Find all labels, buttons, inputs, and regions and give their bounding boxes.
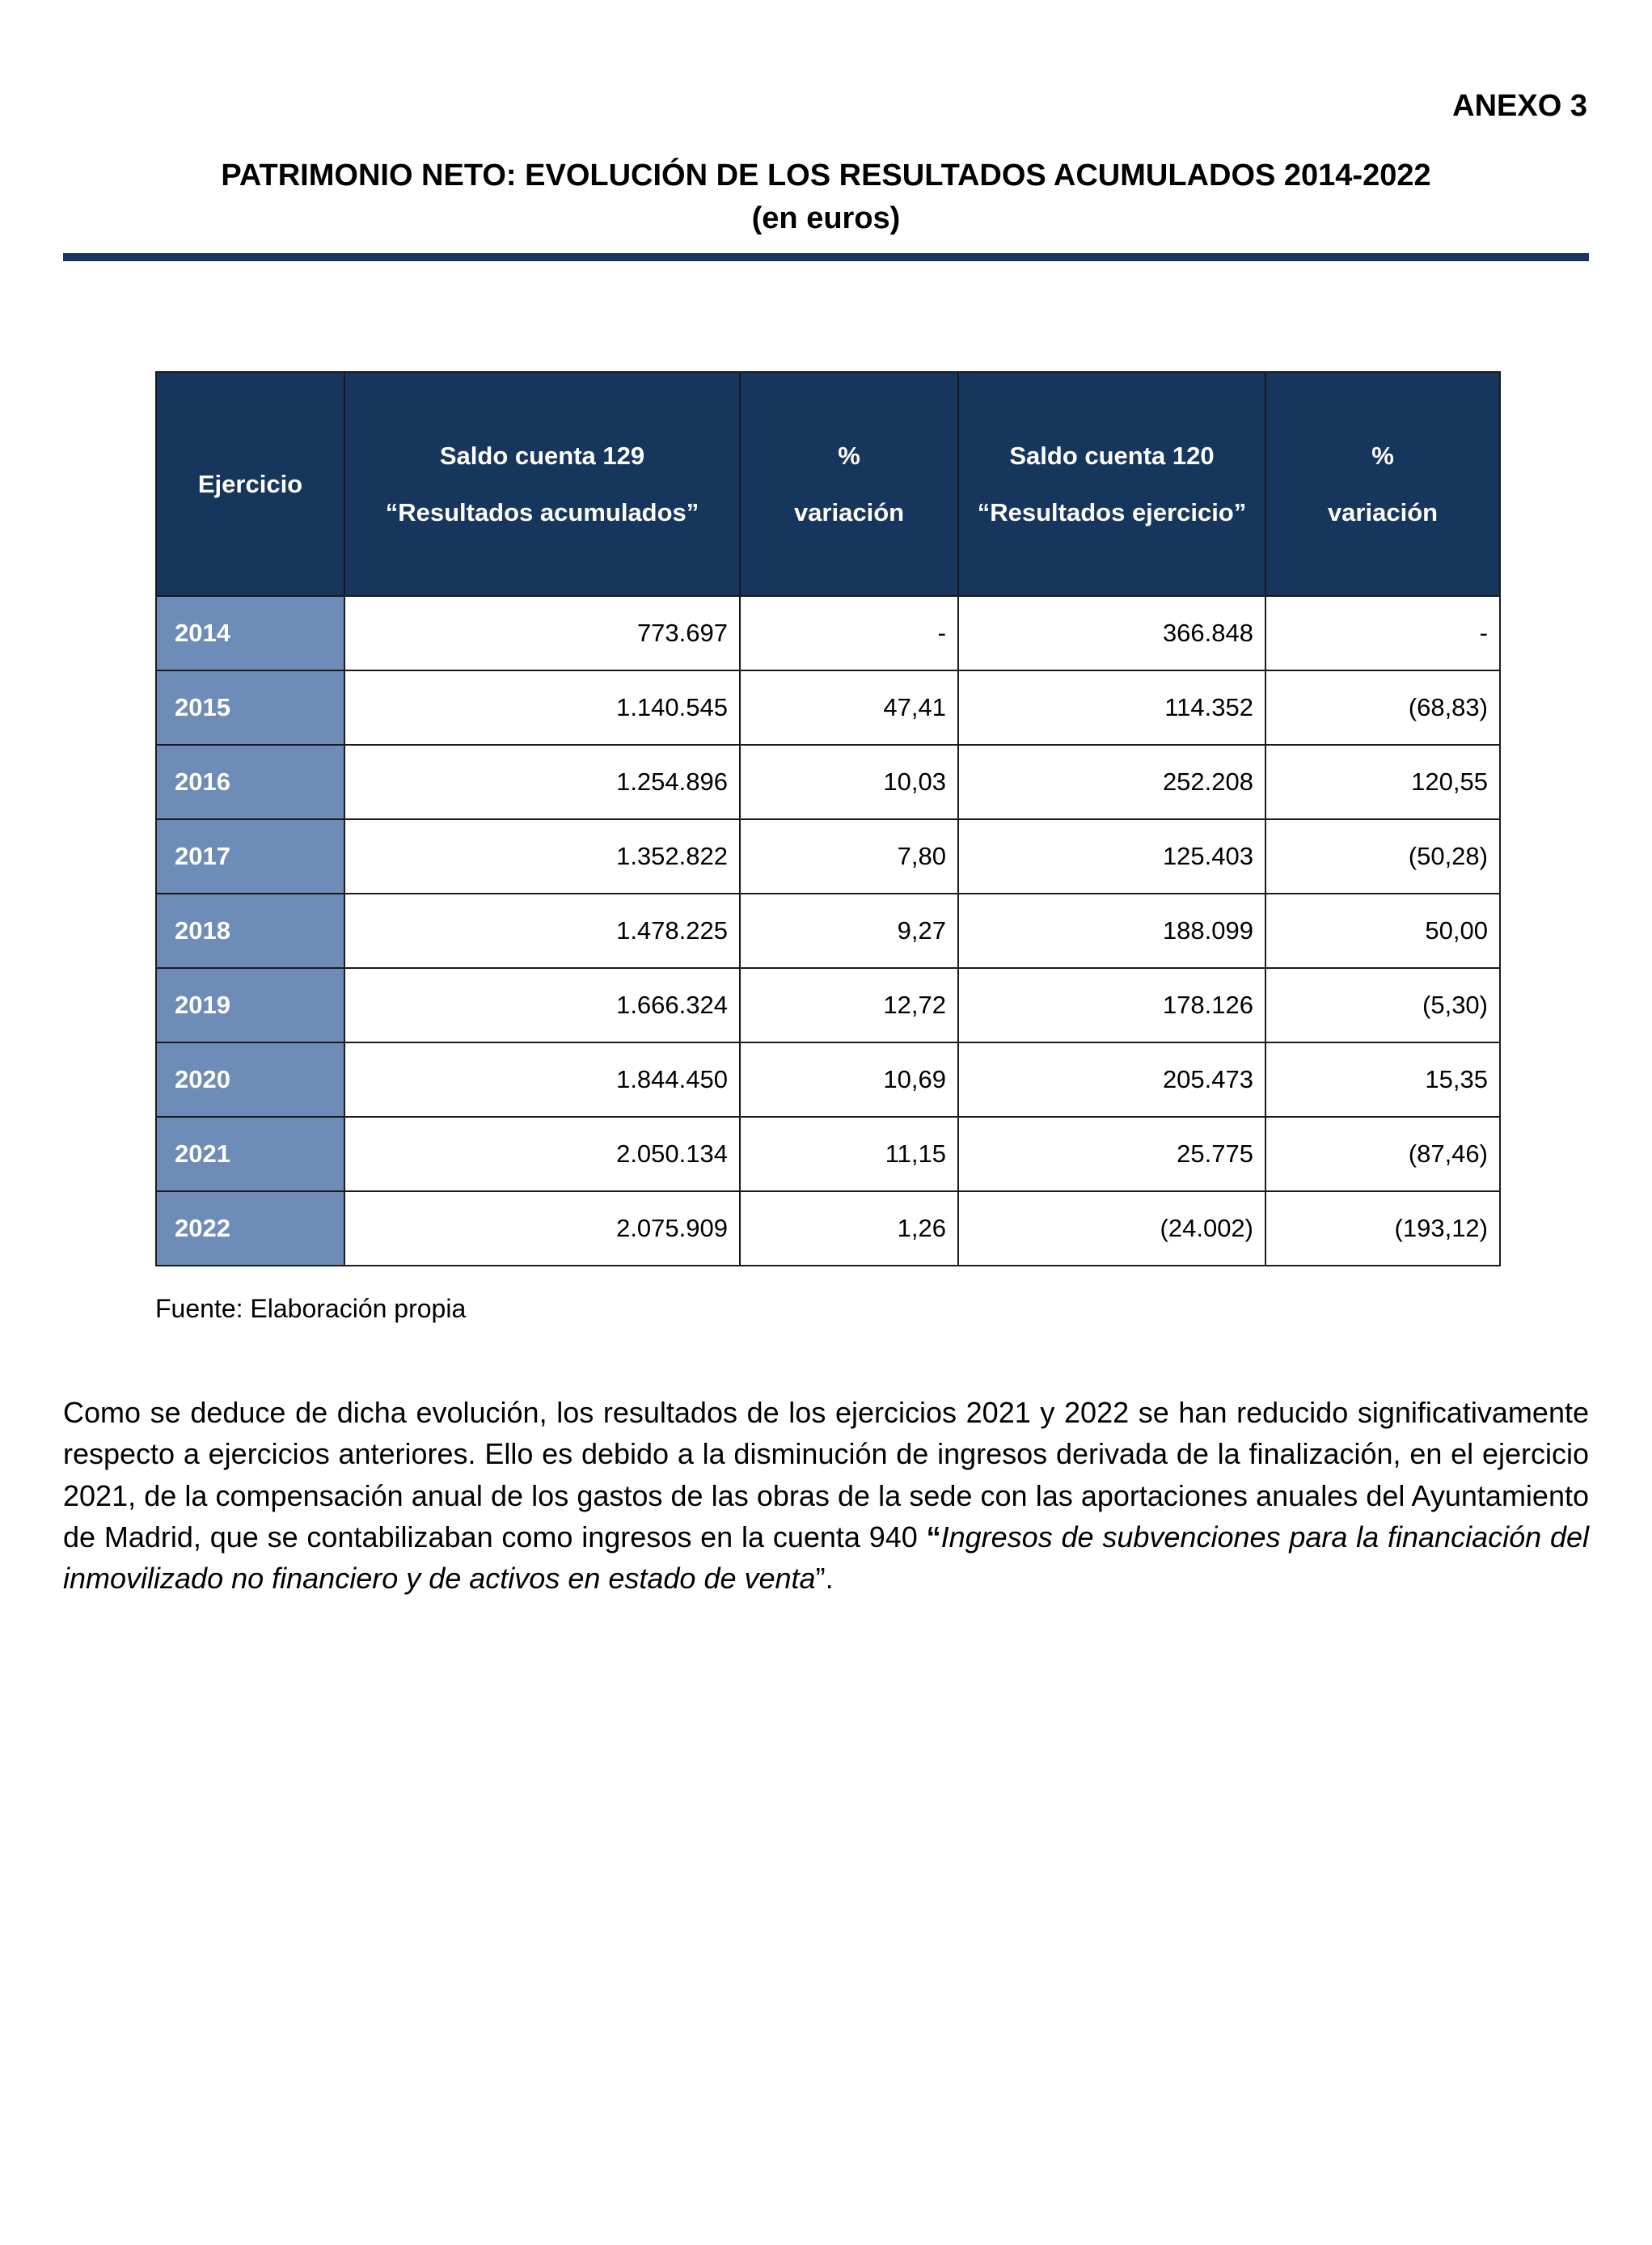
saldo-120-cell: 125.403	[958, 819, 1265, 894]
saldo-129-cell: 1.666.324	[344, 968, 740, 1042]
variacion-1-cell: 12,72	[740, 968, 958, 1042]
variacion-1-cell: 10,03	[740, 745, 958, 819]
saldo-129-cell: 1.352.822	[344, 819, 740, 894]
title-divider-rule	[63, 253, 1589, 261]
year-cell: 2022	[156, 1191, 344, 1266]
year-cell: 2021	[156, 1117, 344, 1191]
saldo-120-cell: 366.848	[958, 596, 1265, 670]
table-row	[156, 670, 1500, 745]
variacion-2-cell: 120,55	[1265, 745, 1500, 819]
saldo-129-cell: 2.075.909	[344, 1191, 740, 1266]
paragraph-quote-close: ”.	[815, 1561, 834, 1595]
variacion-1-cell: 7,80	[740, 819, 958, 894]
year-cell: 2019	[156, 968, 344, 1042]
saldo-129-cell: 2.050.134	[344, 1117, 740, 1191]
table-row	[156, 819, 1500, 894]
year-cell: 2018	[156, 894, 344, 968]
source-note: Fuente: Elaboración propia	[155, 1294, 467, 1324]
variacion-2-cell: (50,28)	[1265, 819, 1500, 894]
variacion-1-cell: 47,41	[740, 670, 958, 745]
saldo-129-cell: 1.478.225	[344, 894, 740, 968]
results-table	[155, 371, 1501, 1266]
variacion-2-cell: (193,12)	[1265, 1191, 1500, 1266]
page-subtitle: (en euros)	[751, 201, 901, 236]
header-saldo-120: Saldo cuenta 120 “Resultados ejercicio”	[958, 372, 1265, 596]
header-ejercicio: Ejercicio	[156, 372, 344, 596]
year-cell: 2017	[156, 819, 344, 894]
variacion-2-cell: (68,83)	[1265, 670, 1500, 745]
page-title: PATRIMONIO NETO: EVOLUCIÓN DE LOS RESULTADOS ACUMULADOS 2014-2022	[221, 159, 1431, 192]
saldo-120-cell: 252.208	[958, 745, 1265, 819]
saldo-129-cell: 1.844.450	[344, 1042, 740, 1117]
saldo-129-cell: 1.254.896	[344, 745, 740, 819]
variacion-1-cell: -	[740, 596, 958, 670]
variacion-2-cell: (87,46)	[1265, 1117, 1500, 1191]
variacion-2-cell: -	[1265, 596, 1500, 670]
table-row	[156, 745, 1500, 819]
saldo-120-cell: 178.126	[958, 968, 1265, 1042]
variacion-2-cell: 15,35	[1265, 1042, 1500, 1117]
variacion-1-cell: 1,26	[740, 1191, 958, 1266]
table-row	[156, 894, 1500, 968]
paragraph-normal-text: Como se deduce de dicha evolución, los resultados de los ejercicios 2021 y 2022 se han reducido significativamente respecto a ejercicios anteriores. Ello es debido a la disminución de ingresos derivada de la finalización, en el ejercicio 2021, de la compensación anual de los gastos de las obras de la sede con las aportaciones anuales del Ayuntamiento de Madrid, que se contabilizaban como ingresos en la cuenta 940	[63, 1396, 1589, 1554]
page-title-block	[63, 154, 1589, 240]
body-paragraph	[63, 1392, 1589, 1599]
header-variacion-1: % variación	[740, 372, 958, 596]
variacion-1-cell: 10,69	[740, 1042, 958, 1117]
variacion-2-cell: 50,00	[1265, 894, 1500, 968]
saldo-120-cell: 188.099	[958, 894, 1265, 968]
variacion-1-cell: 9,27	[740, 894, 958, 968]
header-variacion-2: % variación	[1265, 372, 1500, 596]
saldo-120-cell: 114.352	[958, 670, 1265, 745]
paragraph-quote-open: “	[926, 1520, 941, 1554]
table-row	[156, 596, 1500, 670]
variacion-2-cell: (5,30)	[1265, 968, 1500, 1042]
year-cell: 2015	[156, 670, 344, 745]
table-row	[156, 968, 1500, 1042]
table-header-row	[156, 372, 1500, 596]
saldo-120-cell: 205.473	[958, 1042, 1265, 1117]
table-row	[156, 1191, 1500, 1266]
saldo-120-cell: 25.775	[958, 1117, 1265, 1191]
variacion-1-cell: 11,15	[740, 1117, 958, 1191]
saldo-120-cell: (24.002)	[958, 1191, 1265, 1266]
year-cell: 2016	[156, 745, 344, 819]
header-saldo-129: Saldo cuenta 129 “Resultados acumulados”	[344, 372, 740, 596]
table-row	[156, 1117, 1500, 1191]
table-row	[156, 1042, 1500, 1117]
saldo-129-cell: 773.697	[344, 596, 740, 670]
saldo-129-cell: 1.140.545	[344, 670, 740, 745]
year-cell: 2020	[156, 1042, 344, 1117]
year-cell: 2014	[156, 596, 344, 670]
annex-label: ANEXO 3	[1452, 89, 1587, 123]
paragraph-italic-quote: Ingresos de subvenciones para la financiación del inmovilizado no financiero y de activos en estado de venta	[63, 1520, 1589, 1595]
